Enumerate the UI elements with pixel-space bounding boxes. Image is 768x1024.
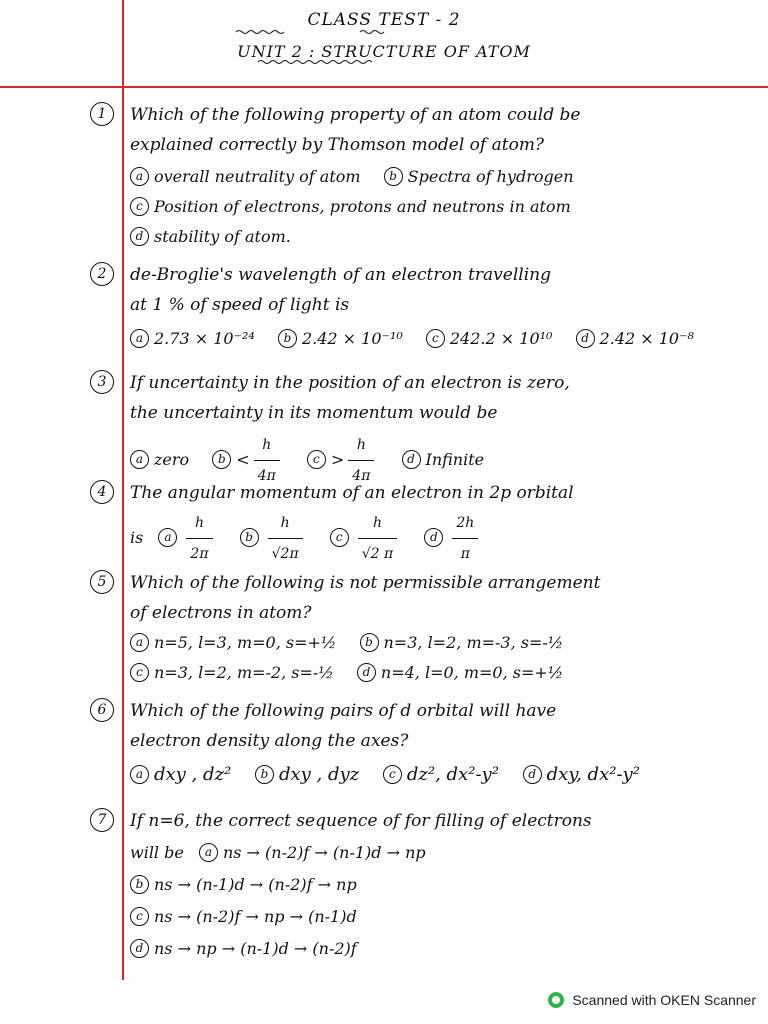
question-number: 1 — [90, 102, 114, 126]
option-b — [130, 870, 357, 900]
option-label: d — [576, 329, 595, 348]
option-c — [330, 508, 401, 569]
option-text: ns → (n-1)d → (n-2)f → np — [154, 875, 357, 894]
option-d — [130, 934, 357, 964]
option-text: Infinite — [425, 450, 485, 469]
scanner-logo-icon — [548, 992, 564, 1008]
fraction-numerator: h — [358, 508, 397, 539]
fraction — [452, 508, 478, 569]
question-text-line: Which of the following pairs of d orbital will have — [130, 701, 557, 721]
option-b — [278, 324, 403, 354]
scanner-watermark — [548, 992, 756, 1008]
option-d — [402, 445, 485, 475]
fraction — [186, 508, 212, 569]
option-text: ns → (n-2)f → np → (n-1)d — [154, 907, 357, 926]
option-text: dxy , dz² — [154, 764, 232, 785]
option-c — [426, 324, 553, 354]
option-label: d — [357, 663, 376, 682]
option-text: n=4, l=0, m=0, s=+½ — [380, 663, 564, 682]
option-label: d — [424, 528, 443, 547]
options-row — [130, 508, 500, 569]
fraction-denominator: √2π — [271, 546, 299, 562]
option-text: n=3, l=2, m=-3, s=-½ — [383, 633, 564, 652]
option-label: b — [255, 765, 274, 784]
fraction-denominator: √2 π — [361, 546, 394, 562]
option-label: b — [278, 329, 297, 348]
option-text: Position of electrons, protons and neutrons in atom — [154, 197, 571, 216]
options-row — [130, 628, 581, 658]
question-text-line: the uncertainty in its momentum would be — [130, 403, 498, 423]
left-margin-rule — [122, 0, 124, 980]
options-row — [130, 192, 589, 222]
option-d — [424, 508, 482, 569]
option-label: d — [523, 765, 542, 784]
options-row — [130, 870, 375, 900]
option-d — [523, 760, 640, 790]
page-subtitle: UNIT 2 : STRUCTURE OF ATOM — [237, 42, 531, 61]
option-a — [158, 508, 216, 569]
option-text: 2.73 × 10⁻²⁴ — [154, 329, 255, 348]
fraction-numerator: h — [268, 508, 303, 539]
option-text: ns → np → (n-1)d → (n-2)f — [154, 939, 357, 958]
option-text: dxy, dx²-y² — [546, 764, 640, 785]
fraction-denominator: π — [460, 546, 470, 562]
question-number: 3 — [90, 370, 114, 394]
option-label: a — [130, 329, 149, 348]
option-text: zero — [154, 450, 190, 469]
option-b — [384, 162, 574, 192]
option-label: d — [130, 227, 149, 246]
option-a — [130, 628, 336, 658]
option-text: n=5, l=3, m=0, s=+½ — [154, 633, 337, 652]
question-number: 4 — [90, 480, 114, 504]
options-row — [130, 902, 375, 932]
option-text: dz², dx²-y² — [406, 764, 499, 785]
options-row — [130, 222, 309, 252]
option-label: b — [130, 875, 149, 894]
fraction-denominator: 4π — [257, 468, 276, 484]
option-text: dxy , dyz — [278, 764, 360, 785]
question-text-line: Which of the following property of an atom could be — [130, 105, 581, 125]
option-label: b — [360, 633, 379, 652]
option-b — [360, 628, 564, 658]
option-label: a — [130, 450, 149, 469]
option-a — [130, 760, 231, 790]
fraction-denominator: 4π — [352, 468, 371, 484]
fraction — [268, 508, 303, 569]
option-a — [130, 324, 255, 354]
option-label: a — [199, 843, 218, 862]
option-text: n=3, l=2, m=-2, s=-½ — [154, 663, 334, 682]
option-text: 242.2 × 10¹⁰ — [449, 329, 553, 348]
option-label: c — [307, 450, 326, 469]
question-text-line: will be — [130, 843, 184, 862]
question-text-line: electron density along the axes? — [130, 731, 409, 751]
options-row — [130, 934, 375, 964]
option-label: d — [130, 939, 149, 958]
option-c — [130, 658, 334, 688]
option-label: b — [384, 167, 403, 186]
question-text-line: at 1 % of speed of light is — [130, 295, 350, 315]
page-title: CLASS TEST - 2 — [307, 10, 461, 30]
question-text-line: If n=6, the correct sequence of for filling of electrons — [130, 811, 592, 831]
option-text: 2.42 × 10⁻¹⁰ — [301, 329, 403, 348]
option-label: b — [240, 528, 259, 547]
options-row — [130, 324, 712, 354]
question-number: 7 — [90, 808, 114, 832]
option-prefix: < — [236, 450, 250, 469]
question-text-line: explained correctly by Thomson model of atom? — [130, 135, 545, 155]
fraction-numerator: h — [348, 430, 374, 461]
option-label: a — [130, 167, 149, 186]
option-b — [255, 760, 359, 790]
option-d — [357, 658, 563, 688]
option-label: c — [130, 663, 149, 682]
option-label: c — [330, 528, 349, 547]
question-text-line: The angular momentum of an electron in 2p orbital — [130, 483, 574, 503]
fraction-numerator: h — [254, 430, 280, 461]
option-text: ns → (n-2)f → (n-1)d → np — [222, 843, 426, 862]
option-c — [383, 760, 499, 790]
question-number: 6 — [90, 698, 114, 722]
option-label: c — [426, 329, 445, 348]
fraction-denominator: 2π — [190, 546, 209, 562]
option-text: stability of atom. — [154, 227, 291, 246]
question-text-line: If uncertainty in the position of an electron is zero, — [130, 373, 570, 393]
option-prefix: > — [330, 450, 345, 469]
option-a — [199, 838, 426, 868]
option-label: b — [212, 450, 231, 469]
question-text-line: is — [130, 528, 144, 547]
options-row — [130, 162, 592, 192]
option-c — [130, 902, 357, 932]
scanner-watermark-text: Scanned with OKEN Scanner — [572, 992, 756, 1008]
options-row — [130, 838, 444, 868]
options-row — [130, 658, 581, 688]
title-underline-squiggles — [228, 30, 528, 70]
option-c — [130, 192, 571, 222]
option-label: a — [130, 633, 149, 652]
option-label: c — [130, 197, 149, 216]
option-d — [130, 222, 291, 252]
option-label: c — [130, 907, 149, 926]
option-text: 2.42 × 10⁻⁸ — [599, 329, 694, 348]
option-d — [576, 324, 694, 354]
header-margin-rule — [0, 86, 768, 88]
question-text-line: de-Broglie's wavelength of an electron travelling — [130, 265, 551, 285]
option-label: d — [402, 450, 421, 469]
option-label: a — [158, 528, 177, 547]
option-text: overall neutrality of atom — [154, 167, 361, 186]
question-text-line: Which of the following is not permissible arrangement — [130, 573, 601, 593]
option-a — [130, 445, 189, 475]
fraction — [358, 508, 397, 569]
question-number: 5 — [90, 570, 114, 594]
option-b — [240, 508, 307, 569]
fraction-numerator: h — [186, 508, 212, 539]
option-label: c — [383, 765, 402, 784]
question-text-line: of electrons in atom? — [130, 603, 312, 623]
question-number: 2 — [90, 262, 114, 286]
option-a — [130, 162, 361, 192]
options-row — [130, 760, 658, 790]
option-label: a — [130, 765, 149, 784]
fraction-numerator: 2h — [452, 508, 478, 539]
option-text: Spectra of hydrogen — [407, 167, 574, 186]
